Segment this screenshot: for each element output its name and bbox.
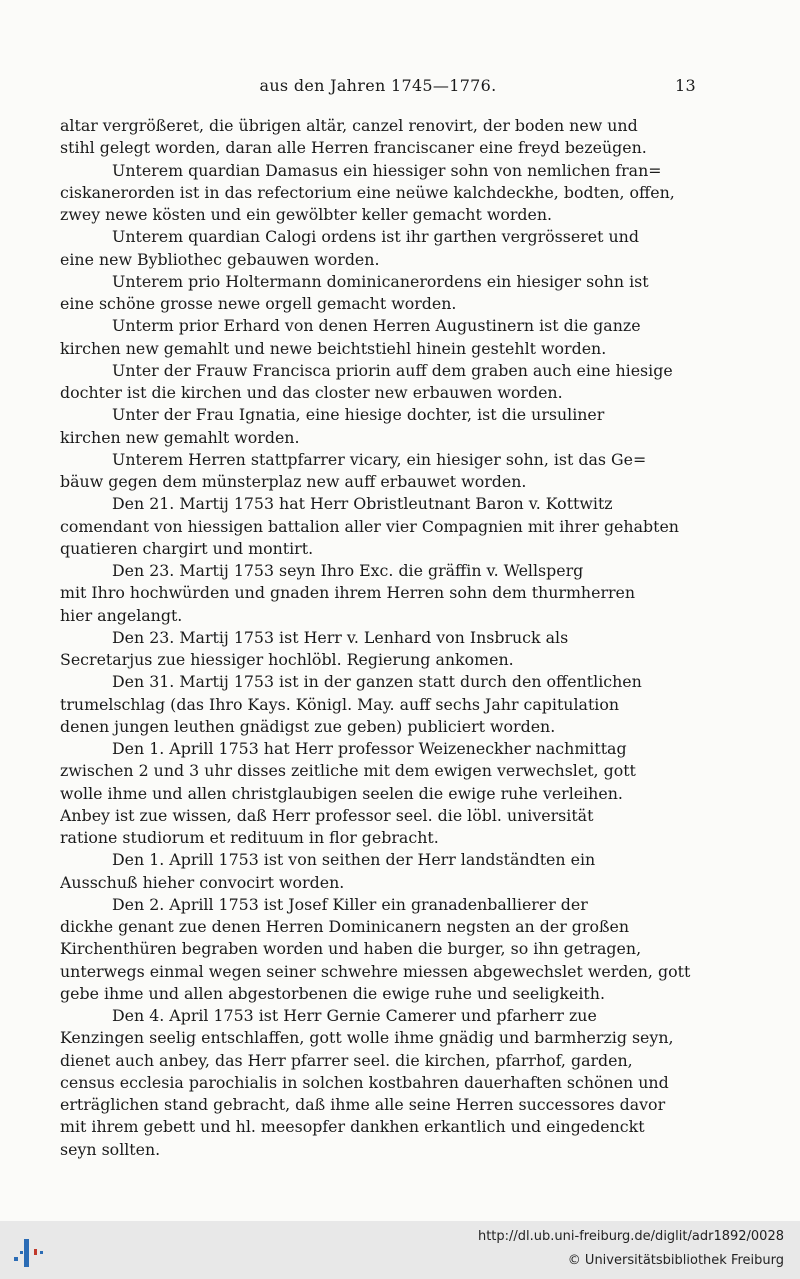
- text-line: bäuw gegen dem münsterplaz new auff erbauwet worden.: [60, 472, 527, 491]
- text-line: Unter der Frau Ignatia, eine hiesige dochter, ist die ursuliner: [112, 405, 605, 425]
- text-line: dienet auch anbey, das Herr pfarrer seel. die kirchen, pfarrhof, garden,: [60, 1050, 633, 1070]
- text-line: census ecclesia parochialis in solchen kostbahren dauerhaften schönen und: [60, 1072, 669, 1092]
- text-line: kirchen new gemahlt und newe beichtstiehl hinein gestehlt worden.: [60, 338, 607, 358]
- text-line: zwischen 2 und 3 uhr disses zeitliche mit dem ewigen verwechslet, gott: [60, 761, 636, 781]
- text-line: Anbey ist zue wissen, daß Herr professor seel. die löbl. universität: [60, 805, 594, 825]
- text-line: eine schöne grosse newe orgell gemacht worden.: [60, 294, 457, 313]
- text-line: ciskanerorden ist in das refectorium eine neüwe kalchdeckhe, bodten, offen,: [60, 182, 675, 202]
- paragraph: [60, 360, 696, 405]
- page-number: 13: [675, 76, 696, 95]
- text-line: Unterem quardian Calogi ordens ist ihr garthen vergrösseret und: [112, 227, 639, 247]
- text-line: Den 21. Martij 1753 hat Herr Obristleutnant Baron v. Kottwitz: [112, 494, 613, 514]
- paragraph: [60, 1005, 696, 1161]
- text-line: quatieren chargirt und montirt.: [60, 538, 314, 558]
- page-body: [60, 115, 696, 1161]
- text-line: trumelschlag (das Ihro Kays. Königl. May. auff sechs Jahr capitulation: [60, 694, 620, 714]
- text-line: Den 1. Aprill 1753 hat Herr professor Weizeneckher nachmittag: [112, 739, 627, 758]
- text-line: seyn sollten.: [60, 1139, 161, 1159]
- paragraph: [60, 738, 696, 849]
- text-line: eine new Bybliothec gebauwen worden.: [60, 249, 380, 269]
- paragraph: [60, 226, 696, 271]
- paragraph: [60, 449, 696, 494]
- text-line: Unterem quardian Damasus ein hiessiger sohn von nemlichen fran=: [112, 160, 662, 180]
- paragraph: [60, 560, 696, 627]
- paragraph: [60, 849, 696, 894]
- text-line: wolle ihme und allen christglaubigen seelen die ewige ruhe verleihen.: [60, 783, 623, 803]
- text-line: Den 1. Aprill 1753 ist von seithen der Herr landständten ein: [112, 850, 596, 870]
- text-line: erträglichen stand gebracht, daß ihme alle seine Herren successores davor: [60, 1095, 666, 1114]
- text-line: Unterm prior Erhard von denen Herren Augustinern ist die ganze: [112, 316, 641, 336]
- text-line: Unterem Herren stattpfarrer vicary, ein hiesiger sohn, ist das Ge=: [112, 449, 647, 469]
- text-line: kirchen new gemahlt worden.: [60, 427, 300, 447]
- text-line: Unterem prio Holtermann dominicanerordens ein hiesiger sohn ist: [112, 271, 649, 291]
- text-line: Kirchenthüren begraben worden und haben die burger, so ihn getragen,: [60, 939, 642, 959]
- paragraph: [60, 627, 696, 672]
- running-title: aus den Jahren 1745—1776.: [259, 76, 497, 95]
- paragraph: [60, 493, 696, 560]
- text-line: gebe ihme und allen abgestorbenen die ewige ruhe und seeligkeith.: [60, 983, 605, 1003]
- copyright-notice: © Universitätsbibliothek Freiburg: [567, 1253, 784, 1268]
- text-line: mit ihrem gebett und hl. meesopfer dankhen erkantlich und eingedenckt: [60, 1117, 645, 1137]
- text-line: hier angelangt.: [60, 605, 183, 625]
- paragraph: [60, 315, 696, 360]
- text-line: dochter ist die kirchen und das closter new erbauwen worden.: [60, 383, 563, 402]
- text-line: dickhe genant zue denen Herren Dominicanern negsten an der großen: [60, 917, 630, 936]
- text-line: mit Ihro hochwürden und gnaden ihrem Herren sohn dem thurmherren: [60, 583, 636, 603]
- text-line: Unter der Frauw Francisca priorin auff dem graben auch eine hiesige: [112, 360, 673, 380]
- page-header: [60, 76, 696, 98]
- text-line: Secretarjus zue hiessiger hochlöbl. Regierung ankomen.: [60, 650, 514, 669]
- text-line: Ausschuß hieher convocirt worden.: [60, 872, 345, 892]
- library-logo-icon: [10, 1231, 50, 1271]
- footer-bar: [0, 1221, 800, 1279]
- text-line: Den 23. Martij 1753 ist Herr v. Lenhard von Insbruck als: [112, 627, 569, 647]
- text-line: Den 31. Martij 1753 ist in der ganzen statt durch den offentlichen: [112, 672, 642, 692]
- text-line: denen jungen leuthen gnädigst zue geben) publiciert worden.: [60, 716, 556, 736]
- paragraph: [60, 671, 696, 738]
- paragraph: [60, 160, 696, 227]
- text-line: zwey newe kösten und ein gewölbter keller gemacht worden.: [60, 205, 553, 224]
- paragraph: [60, 271, 696, 316]
- text-line: ratione studiorum et redituum in flor gebracht.: [60, 828, 439, 847]
- source-url-link[interactable]: http://dl.ub.uni-freiburg.de/diglit/adr1892/0028: [477, 1229, 784, 1244]
- text-line: Den 4. April 1753 ist Herr Gernie Camerer und pfarherr zue: [112, 1006, 597, 1025]
- paragraph: [60, 115, 696, 160]
- paragraph: [60, 894, 696, 1005]
- text-line: Den 2. Aprill 1753 ist Josef Killer ein granadenballierer der: [112, 894, 588, 914]
- paragraph: [60, 404, 696, 449]
- text-line: comendant von hiessigen battalion aller vier Compagnien mit ihrer gehabten: [60, 516, 679, 536]
- text-line: Den 23. Martij 1753 seyn Ihro Exc. die gräffin v. Wellsperg: [112, 561, 584, 580]
- text-line: stihl gelegt worden, daran alle Herren franciscaner eine freyd bezeügen.: [60, 138, 647, 158]
- text-line: Kenzingen seelig entschlaffen, gott wolle ihme gnädig und barmherzig seyn,: [60, 1028, 674, 1048]
- text-line: altar vergrößeret, die übrigen altär, canzel renovirt, der boden new und: [60, 116, 638, 135]
- text-line: unterwegs einmal wegen seiner schwehre miessen abgewechslet werden, gott: [60, 961, 691, 981]
